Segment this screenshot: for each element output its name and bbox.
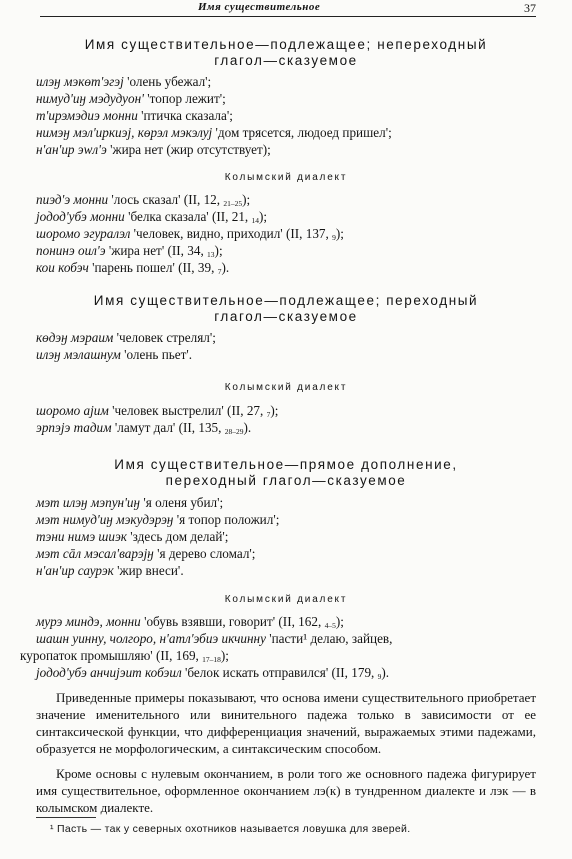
page-number: 37 xyxy=(524,1,536,15)
example-native: мэт нимуд'иӈ мэкудэрэӈ xyxy=(36,512,174,527)
punct: ); xyxy=(220,648,229,663)
example-line xyxy=(36,141,271,158)
example-native: илэӈ мэкөт'эгэј xyxy=(36,74,124,89)
example-native: көдэӈ мэраим xyxy=(36,330,114,345)
example-native: пиэд'э монни xyxy=(36,192,109,207)
example-line xyxy=(36,630,392,647)
example-translation: 'я топор положил'; xyxy=(176,512,280,527)
punct: ). xyxy=(221,260,230,275)
footnote-rule xyxy=(36,817,96,818)
example-line xyxy=(36,664,389,685)
reference-line: 4–5 xyxy=(324,621,336,630)
punct: ). xyxy=(381,665,390,680)
example-native: кои кобэч xyxy=(36,260,89,275)
running-header xyxy=(40,2,536,17)
example-native: н'ан'ир эwл'э xyxy=(36,142,107,157)
example-line xyxy=(36,107,233,124)
punct: ). xyxy=(243,420,252,435)
example-native: понинэ оил'э xyxy=(36,243,106,258)
punct: ); xyxy=(242,192,251,207)
dialect-title: Колымский диалект xyxy=(224,382,348,393)
example-translation: 'белок искать отправился' (II, 179, xyxy=(185,665,375,680)
reference-line: 13 xyxy=(207,250,215,259)
example-translation: 'дом трясется, людоед пришел'; xyxy=(215,125,392,140)
paragraph-text: Приведенные примеры показывают, что основа имени существительного приобретает значение именительного или винительного падежа только в зависимости от ее синтаксической функции, что дифференциация значений, выражаемых этими падежами, образуется не морфологическим, а синтаксическим способом. xyxy=(36,690,536,756)
example-translation: 'топор лежит'; xyxy=(147,91,226,106)
example-translation: 'человек, видно, приходил' (II, 137, xyxy=(133,226,329,241)
example-translation: 'птичка сказала'; xyxy=(141,108,233,123)
example-line xyxy=(36,259,229,280)
punct: ); xyxy=(335,226,344,241)
example-line xyxy=(36,124,392,141)
punct: ); xyxy=(214,243,223,258)
example-native: јодод'убэ монни xyxy=(36,209,125,224)
punct: ); xyxy=(270,403,279,418)
example-native: мурэ миндэ, монни xyxy=(36,614,141,629)
running-title: Имя существительное xyxy=(198,1,321,13)
example-native: эрпэјэ тадим xyxy=(36,420,112,435)
example-line xyxy=(36,329,216,346)
example-translation: 'ламут дал' (II, 135, xyxy=(114,420,222,435)
example-translation: 'олень убежал'; xyxy=(127,74,212,89)
example-native: шоромо ајим xyxy=(36,403,109,418)
example-translation: 'жира нет (жир отсутствует); xyxy=(110,142,271,157)
dialect-title: Колымский диалект xyxy=(224,594,348,605)
reference-line: 7 xyxy=(217,267,222,276)
paragraph-text: Кроме основы с нулевым окончанием, в роли того же основного падежа фигурирует имя существительное, оформленное окончанием лэ(к) в тундренном диалекте и лэк — в колымском диалекте. xyxy=(36,766,536,815)
example-translation: 'парень пошел' (II, 39, xyxy=(92,260,215,275)
section-3-title-line1: Имя существительное—прямое дополнение, xyxy=(114,457,458,472)
example-native: шашн уинну, чолгоро, н'атл'эбиэ икчинну xyxy=(36,631,266,646)
example-line xyxy=(36,545,255,562)
example-native: нимуд'иӈ мэдудуон' xyxy=(36,91,144,106)
section-1-title-line2: глагол—сказуемое xyxy=(214,53,358,68)
reference-line: 21–25 xyxy=(223,199,243,208)
example-native: н'ан'ир саурэк xyxy=(36,563,114,578)
example-translation: 'жира нет' (II, 34, xyxy=(108,243,204,258)
body-paragraph xyxy=(36,765,536,816)
example-native: мэт сāл мэсал'варэјӈ xyxy=(36,546,154,561)
example-translation: 'я дерево сломал'; xyxy=(157,546,256,561)
example-line xyxy=(36,511,279,528)
section-2-title-line2: глагол—сказуемое xyxy=(214,309,358,324)
section-3-title-line2: переходный глагол—сказуемое xyxy=(165,473,407,488)
section-1-title-line1: Имя существительное—подлежащее; непереходный xyxy=(84,37,488,52)
example-line xyxy=(36,419,251,440)
example-native: илэӈ мэлашнум xyxy=(36,347,121,362)
example-translation: 'лось сказал' (II, 12, xyxy=(111,192,221,207)
footnote: ¹ Пасть — так у северных охотников называется ловушка для зверей. xyxy=(50,823,411,835)
section-2-title-line1: Имя существительное—подлежащее; переходный xyxy=(93,293,479,308)
example-translation: 'здесь дом делай'; xyxy=(130,529,229,544)
example-native: шоромо эгуралэл xyxy=(36,226,131,241)
example-native: т'ирэмэдиэ монни xyxy=(36,108,138,123)
example-translation: 'человек стрелял'; xyxy=(116,330,216,345)
reference-line: 9 xyxy=(332,233,336,242)
punct: ); xyxy=(259,209,268,224)
example-translation: 'человек выстрелил' (II, 27, xyxy=(112,403,264,418)
example-translation: 'жир внеси'. xyxy=(117,563,184,578)
example-translation: 'я оленя убил'; xyxy=(143,495,224,510)
example-line xyxy=(36,90,226,107)
example-line xyxy=(36,528,228,545)
example-native: мэт илэӈ мэпун'иӈ xyxy=(36,495,141,510)
example-line xyxy=(36,494,223,511)
example-native: нимэӈ мэл'иркиэј, көрэл мэкэлуј xyxy=(36,125,213,140)
reference-line: 17–18 xyxy=(202,655,221,664)
example-native: тэни нимэ шиэк xyxy=(36,529,127,544)
example-line xyxy=(36,73,211,90)
example-translation: 'олень пьет'. xyxy=(124,347,193,362)
example-translation: 'пасти¹ делаю, зайцев, xyxy=(269,631,393,646)
reference-line: 14 xyxy=(251,216,260,225)
example-line xyxy=(36,346,192,363)
reference-line: 28–29 xyxy=(224,427,244,436)
example-translation: 'обувь взявши, говорит' (II, 162, xyxy=(144,614,322,629)
reference-line: 7 xyxy=(266,410,271,419)
example-translation: 'белка сказала' (II, 21, xyxy=(128,209,249,224)
example-native: јодод'убэ анчијэит кобэил xyxy=(36,665,182,680)
reference-line: 9 xyxy=(377,672,382,681)
body-paragraph xyxy=(36,689,536,757)
punct: ); xyxy=(335,614,344,629)
dialect-title: Колымский диалект xyxy=(224,172,348,183)
example-line xyxy=(36,562,184,579)
example-translation: куропаток промышляю' (II, 169, xyxy=(20,648,199,663)
